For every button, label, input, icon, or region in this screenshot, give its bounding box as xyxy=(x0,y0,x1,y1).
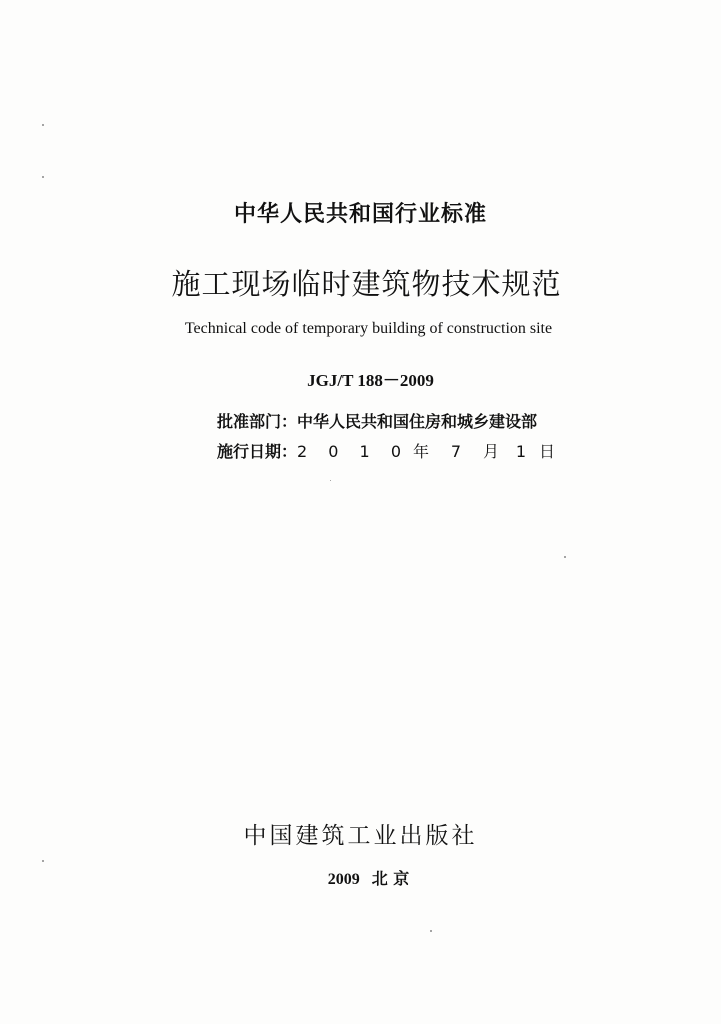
standard-series-title: 中华人民共和国行业标准 xyxy=(233,202,487,227)
scan-speck xyxy=(430,930,432,932)
approval-department-label: 批准部门： xyxy=(217,412,298,431)
scan-speck xyxy=(42,124,44,126)
effective-year-unit: 年 xyxy=(413,442,430,461)
effective-date-row xyxy=(217,439,563,462)
effective-month: 7 xyxy=(450,442,462,461)
scan-speck xyxy=(564,556,566,558)
effective-day-unit: 日 xyxy=(539,442,556,461)
publication-line xyxy=(8,866,721,889)
approval-department-value: 中华人民共和国住房和城乡建设部 xyxy=(297,412,538,431)
scan-speck xyxy=(330,480,331,481)
scan-speck xyxy=(42,860,44,862)
publication-city: 北 京 xyxy=(371,869,410,888)
effective-year: 2 0 1 0 xyxy=(297,442,409,461)
document-title-english: Technical code of temporary building of construction site xyxy=(184,320,553,337)
publisher-name: 中国建筑工业出版社 xyxy=(243,823,478,849)
effective-month-unit: 月 xyxy=(483,442,500,461)
effective-day: 1 xyxy=(515,442,527,461)
effective-date-label: 施行日期： xyxy=(217,442,298,461)
publication-year: 2009 xyxy=(327,871,360,888)
document-title-chinese: 施工现场临时建筑物技术规范 xyxy=(171,267,562,301)
scan-speck xyxy=(42,176,44,178)
approval-department-row xyxy=(217,409,537,432)
standard-code: JGJ/T 188－2009 xyxy=(307,371,434,390)
